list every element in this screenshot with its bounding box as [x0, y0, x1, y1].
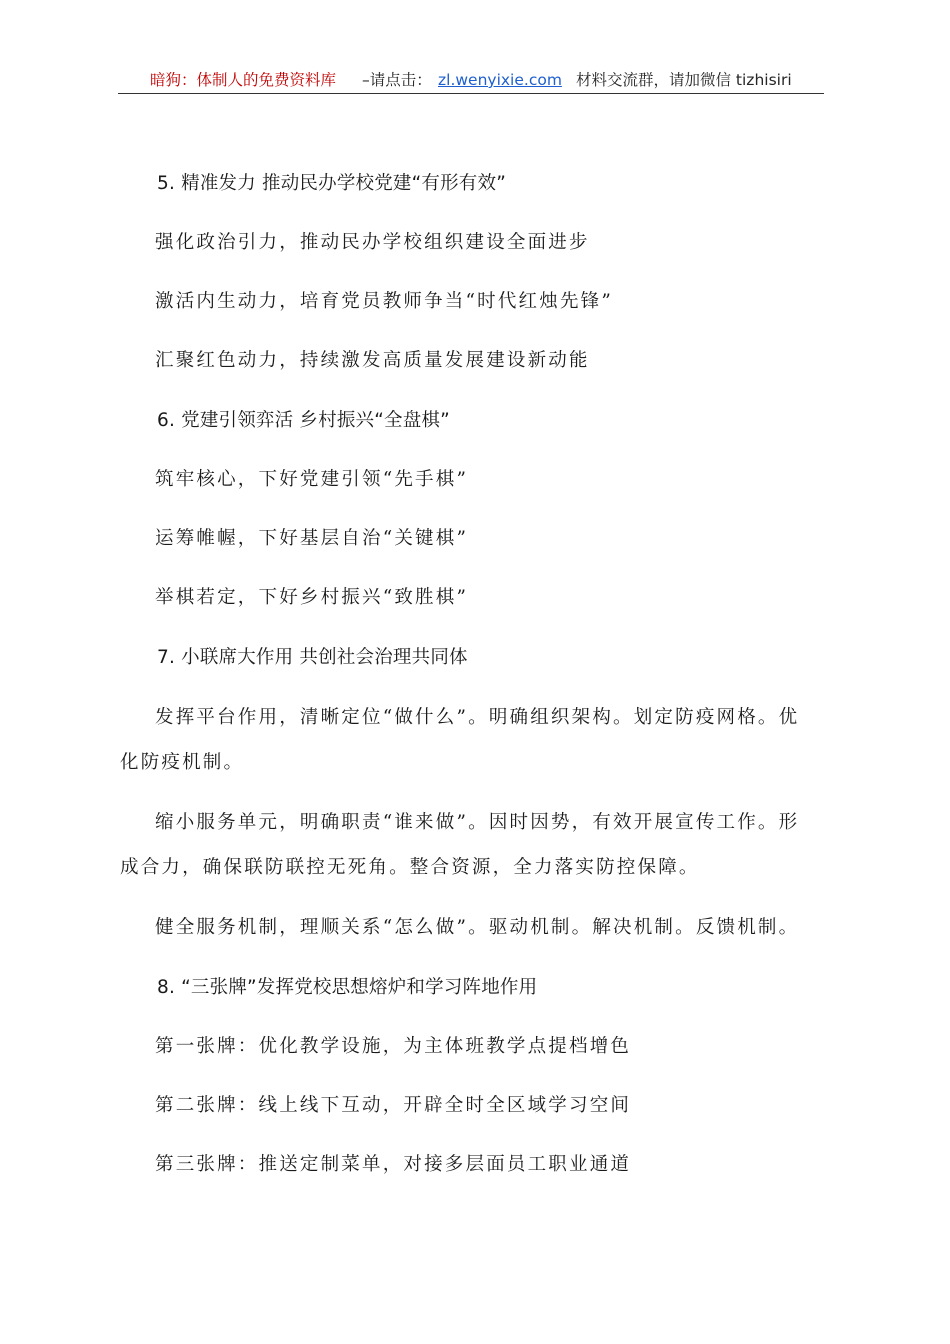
section-heading-6: 6. 党建引领弈活 乡村振兴“全盘棋”	[157, 410, 450, 431]
paragraph: 汇聚红色动力，持续激发高质量发展建设新动能	[155, 350, 590, 371]
paragraph: 举棋若定，下好乡村振兴“致胜棋”	[155, 587, 469, 608]
paragraph: 第二张牌：线上线下互动，开辟全时全区域学习空间	[155, 1095, 632, 1116]
paragraph: 运筹帷幄，下好基层自治“关键棋”	[155, 528, 469, 549]
header-site-name: 暗狗：体制人的免费资料库	[150, 71, 337, 89]
paragraph: 强化政治引力，推动民办学校组织建设全面进步	[155, 232, 590, 253]
paragraph: 发挥平台作用，清晰定位“做什么”。明确组织架构。划定防疫网格。优	[155, 707, 800, 728]
section-heading-8: 8. “三张牌”发挥党校思想熔炉和学习阵地作用	[157, 977, 538, 998]
paragraph: 第一张牌：优化教学设施，为主体班教学点提档增色	[155, 1036, 632, 1057]
paragraph: 激活内生动力，培育党员教师争当“时代红烛先锋”	[155, 291, 614, 312]
paragraph: 缩小服务单元，明确职责“谁来做”。因时因势，有效开展宣传工作。形	[155, 812, 800, 833]
page-header	[0, 68, 950, 92]
header-url-link[interactable]: zl.wenyixie.com	[438, 71, 562, 89]
paragraph: 筑牢核心，下好党建引领“先手棋”	[155, 469, 469, 490]
header-divider	[118, 93, 824, 94]
paragraph-continuation: 成合力，确保联防联控无死角。整合资源，全力落实防控保障。	[120, 857, 700, 878]
paragraph: 健全服务机制，理顺关系“怎么做”。驱动机制。解决机制。反馈机制。	[155, 917, 800, 938]
section-heading-5: 5. 精准发力 推动民办学校党建“有形有效”	[157, 173, 506, 194]
paragraph: 第三张牌：推送定制菜单，对接多层面员工职业通道	[155, 1154, 632, 1175]
paragraph-continuation: 化防疫机制。	[120, 752, 245, 773]
section-heading-7: 7. 小联席大作用 共创社会治理共同体	[157, 647, 468, 668]
header-contact: 材料交流群，请加微信 tizhisiri	[576, 71, 792, 89]
header-click-prompt: –请点击：	[362, 71, 432, 89]
